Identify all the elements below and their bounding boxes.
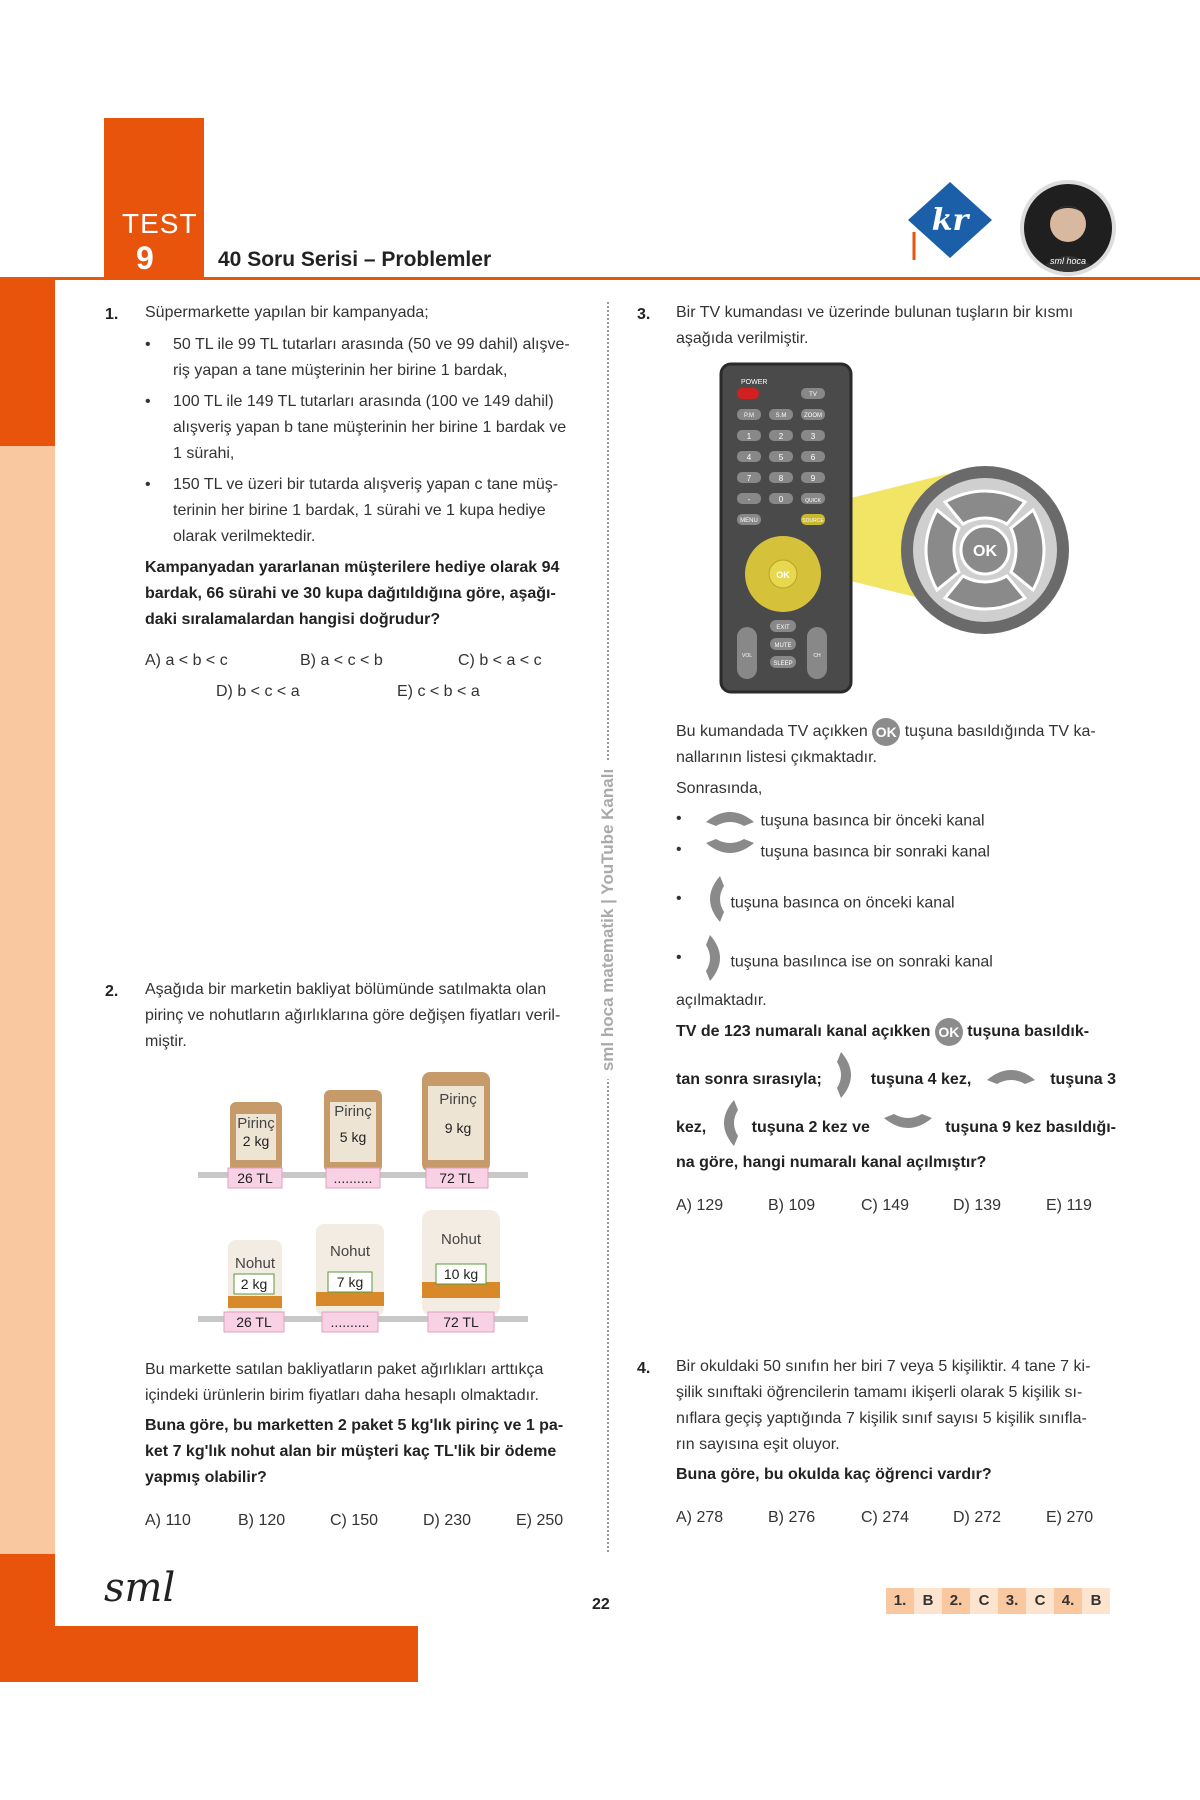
- remote-ok-small: OK: [776, 570, 790, 580]
- remote-key-exit: EXIT: [776, 625, 790, 631]
- ok-key-icon: OK: [935, 1018, 963, 1046]
- avatar: [1020, 180, 1116, 276]
- remote-digit-3: 3: [810, 432, 816, 441]
- left-arrow-key-icon: [718, 1098, 740, 1157]
- signature-logo: sml: [104, 1565, 176, 1611]
- remote-digit-8: 8: [778, 474, 784, 483]
- q3-question-line-3: kez, tuşuna 2 kez ve tuşuna 9 kez basıldığı-: [676, 1098, 1116, 1157]
- chickpea-weight-3: 10 kg: [443, 1266, 479, 1282]
- q1-number: 1.: [105, 306, 119, 323]
- left-arrow-key-icon: [704, 874, 726, 933]
- q2-choice-e[interactable]: E) 250: [516, 1512, 564, 1529]
- tv-remote-illustration: [715, 362, 1075, 697]
- q3-number: 3.: [637, 306, 651, 323]
- q4-choice-e[interactable]: E) 270: [1046, 1509, 1094, 1526]
- avatar-label: sml hoca: [1049, 256, 1087, 266]
- q3-paragraph-1: Bu kumandada TV açıkken OK tuşuna basıldığında TV ka-: [676, 718, 1126, 746]
- page-number: 22: [592, 1596, 610, 1613]
- q1-choice-b[interactable]: B) a < c < b: [300, 652, 383, 669]
- rice-bag-5kg: [324, 1090, 382, 1172]
- test-number: 9: [136, 240, 154, 276]
- rice-weight-2: 5 kg: [339, 1129, 367, 1145]
- down-arrow-key-icon: [882, 1112, 934, 1143]
- test-label: TEST: [122, 208, 198, 239]
- bakliyat-illustration: [190, 1060, 540, 1340]
- q1-question: Kampanyadan yararlanan müşterilere hediye olarak 94 bardak, 66 sürahi ve 30 kupa dağıtıldığına göre, aşağı- daki sıralamalardan hangisi doğrudur?: [145, 559, 560, 628]
- rice-price-3: 72 TL: [439, 1170, 475, 1186]
- q1-choice-d[interactable]: D) b < c < a: [216, 683, 300, 700]
- remote-digit-9: 9: [810, 474, 816, 483]
- answer-key-val-3: C: [1026, 1588, 1054, 1614]
- right-arrow-key-icon: [704, 933, 726, 992]
- answer-key-num-4: 4.: [1054, 1588, 1082, 1614]
- q2-choice-c[interactable]: C) 150: [330, 1512, 379, 1529]
- q4-question: Buna göre, bu okulda kaç öğrenci vardır?: [676, 1466, 992, 1483]
- answer-key-val-1: B: [914, 1588, 942, 1614]
- q3-paragraph-1b: nallarının listesi çıkmaktadır.: [676, 749, 877, 766]
- answer-key: [886, 1588, 1110, 1614]
- chickpea-price-3: 72 TL: [443, 1314, 479, 1330]
- q1-choice-c[interactable]: C) b < a < c: [458, 652, 542, 669]
- q1-bullet-2: • 100 TL ile 149 TL tutarları arasında (100 ve 149 dahil) alışveriş yapan b tane müşterinin her birine 1 bardak ve 1 sürahi,: [145, 393, 567, 462]
- q2-question: Buna göre, bu marketten 2 paket 5 kg'lık pirinç ve 1 pa- ket 7 kg'lık nohut alan bir müşteri kaç TL'lik bir ödeme yapmış olabilir?: [145, 1417, 564, 1486]
- rice-weight-3: 9 kg: [444, 1120, 472, 1136]
- q1-choice-a[interactable]: A) a < b < c: [145, 652, 228, 669]
- bottom-left-band: [0, 1554, 55, 1626]
- chickpea-name-2: Nohut: [329, 1243, 371, 1260]
- q3-question-line-2: tan sonra sırasıyla; tuşuna 4 kez, tuşuna 3: [676, 1050, 1116, 1109]
- bottom-accent-bar: [0, 1626, 418, 1682]
- up-arrow-key-icon: [704, 806, 756, 837]
- remote-tv-label: TV: [809, 392, 817, 398]
- test-badge: [104, 118, 204, 278]
- chickpea-price-2: ..........: [330, 1314, 370, 1330]
- rice-name-1: Pirinç: [237, 1115, 275, 1132]
- left-accent-band: [0, 280, 55, 446]
- chickpea-weight-1: 2 kg: [240, 1276, 268, 1292]
- q3-paragraph-3: açılmaktadır.: [676, 992, 767, 1009]
- q3-question-line-4: na göre, hangi numaralı kanal açılmıştır?: [676, 1154, 987, 1171]
- remote-digit-6: 6: [810, 453, 816, 462]
- q3-intro: Bir TV kumandası ve üzerinde bulunan tuşların bir kısmı aşağıda verilmiştir.: [676, 304, 1074, 347]
- q4-choice-b[interactable]: B) 276: [768, 1509, 816, 1526]
- q1-choice-e[interactable]: E) c < b < a: [397, 683, 480, 700]
- q2-choice-d[interactable]: D) 230: [423, 1512, 472, 1529]
- remote-key-menu: MENU: [740, 518, 758, 524]
- q4-choice-c[interactable]: C) 274: [861, 1509, 910, 1526]
- remote-key-zoom: ZOOM: [804, 413, 822, 419]
- up-arrow-key-icon: [985, 1064, 1037, 1095]
- remote-digit-4: 4: [746, 453, 752, 462]
- down-arrow-key-icon: [704, 837, 756, 868]
- chickpea-name-3: Nohut: [440, 1231, 482, 1248]
- remote-digit-1: 1: [746, 432, 752, 441]
- q3-choice-e[interactable]: E) 119: [1046, 1197, 1092, 1214]
- remote-digit-5: 5: [778, 453, 784, 462]
- q4-intro: Bir okuldaki 50 sınıfın her biri 7 veya 5 kişiliktir. 4 tane 7 ki- şilik sınıftaki öğrencilerin tamamı ikişerli olarak 5 kişilik sı- nıflara geçiş yaptığında 7 kişilik sınıf sayısı 5 kişilik sınıfla- rın sayısına eşit oluyor.: [676, 1358, 1091, 1453]
- remote-key-pm: P.M: [744, 413, 754, 419]
- answer-key-num-2: 2.: [942, 1588, 970, 1614]
- remote-digit-0: 0: [778, 495, 784, 504]
- chickpea-weight-2: 7 kg: [336, 1274, 364, 1290]
- publisher-logo: [900, 180, 1000, 260]
- q2-number: 2.: [105, 983, 119, 1000]
- rice-bag-2kg: [230, 1102, 282, 1172]
- publisher-logo-text: kr: [931, 203, 969, 238]
- remote-key-mute: MUTE: [774, 643, 792, 649]
- q4-choice-d[interactable]: D) 272: [953, 1509, 1002, 1526]
- answer-key-num-1: 1.: [886, 1588, 914, 1614]
- q2-choice-a[interactable]: A) 110: [145, 1512, 191, 1529]
- remote-key-sleep: SLEEP: [773, 661, 793, 667]
- chickpea-price-1: 26 TL: [236, 1314, 272, 1330]
- chickpea-bag-2kg: [228, 1240, 282, 1316]
- q2-info: Bu markette satılan bakliyatların paket ağırlıkları arttıkça içindeki ürünlerin birim fiyatları daha hesaplı olmaktadır.: [145, 1361, 544, 1404]
- remote-power-label: POWER: [741, 379, 768, 386]
- answer-key-val-4: B: [1082, 1588, 1110, 1614]
- q4-choice-a[interactable]: A) 278: [676, 1509, 724, 1526]
- remote-key-sm: S.M: [775, 413, 787, 419]
- q1-bullet-3: • 150 TL ve üzeri bir tutarda alışveriş yapan c tane müş- terinin her birine 1 bardak, 1 sürahi ve 1 kupa hediye olarak verilmektedir.: [145, 476, 559, 545]
- answer-key-num-3: 3.: [998, 1588, 1026, 1614]
- rice-name-3: Pirinç: [439, 1091, 477, 1108]
- remote-ok-large: OK: [973, 543, 997, 560]
- q3-choice-c[interactable]: C) 149: [861, 1197, 910, 1214]
- ok-key-icon: OK: [872, 718, 900, 746]
- left-light-band: [0, 446, 55, 1554]
- remote-digit-dash: -: [747, 495, 751, 504]
- remote-key-quick: QUICK: [805, 498, 821, 504]
- q3-item-right: • tuşuna basılınca ise on sonraki kanal: [676, 933, 1116, 992]
- rice-bag-9kg: [422, 1072, 490, 1172]
- page-title: 40 Soru Serisi – Problemler: [218, 248, 492, 271]
- q1-intro: Süpermarkette yapılan bir kampanyada;: [145, 304, 429, 321]
- remote-digit-7: 7: [746, 474, 752, 483]
- chickpea-name-1: Nohut: [234, 1255, 276, 1272]
- q3-item-left: • tuşuna basınca on önceki kanal: [676, 874, 1116, 933]
- q3-choice-d[interactable]: D) 139: [953, 1197, 1002, 1214]
- q4-number: 4.: [637, 1360, 651, 1377]
- q3-paragraph-2: Sonrasında,: [676, 780, 763, 797]
- q2-intro: Aşağıda bir marketin bakliyat bölümünde satılmakta olan pirinç ve nohutların ağırlıklarına göre değişen fiyatları veril- miştir.: [145, 981, 561, 1050]
- answer-key-val-2: C: [970, 1588, 998, 1614]
- remote-key-source: SOURCE: [802, 518, 824, 524]
- chickpea-bag-10kg: [422, 1210, 500, 1316]
- q2-choice-b[interactable]: B) 120: [238, 1512, 286, 1529]
- q1-bullet-1: • 50 TL ile 99 TL tutarları arasında (50 ve 99 dahil) alışve- riş yapan a tane müşterinin her birine 1 bardak,: [145, 336, 570, 379]
- rice-price-1: 26 TL: [237, 1170, 273, 1186]
- remote-key-vol: VOL: [741, 653, 753, 659]
- rice-weight-1: 2 kg: [242, 1133, 270, 1149]
- rice-price-2: ..........: [333, 1170, 373, 1186]
- q3-choice-b[interactable]: B) 109: [768, 1197, 816, 1214]
- q3-item-up: • tuşuna basınca bir önceki kanal: [676, 806, 1116, 837]
- q3-choice-a[interactable]: A) 129: [676, 1197, 724, 1214]
- remote-digit-2: 2: [778, 432, 784, 441]
- q3-item-down: • tuşuna basınca bir sonraki kanal: [676, 837, 1116, 868]
- remote-key-ch: CH: [813, 653, 821, 659]
- rice-name-2: Pirinç: [334, 1103, 372, 1120]
- side-channel-label: sml hoca matematik | YouTube Kanalı: [598, 761, 618, 1079]
- chickpea-bag-7kg: [316, 1224, 384, 1316]
- q3-question-line-1: TV de 123 numaralı kanal açıkken OK tuşuna basıldık-: [676, 1018, 1116, 1046]
